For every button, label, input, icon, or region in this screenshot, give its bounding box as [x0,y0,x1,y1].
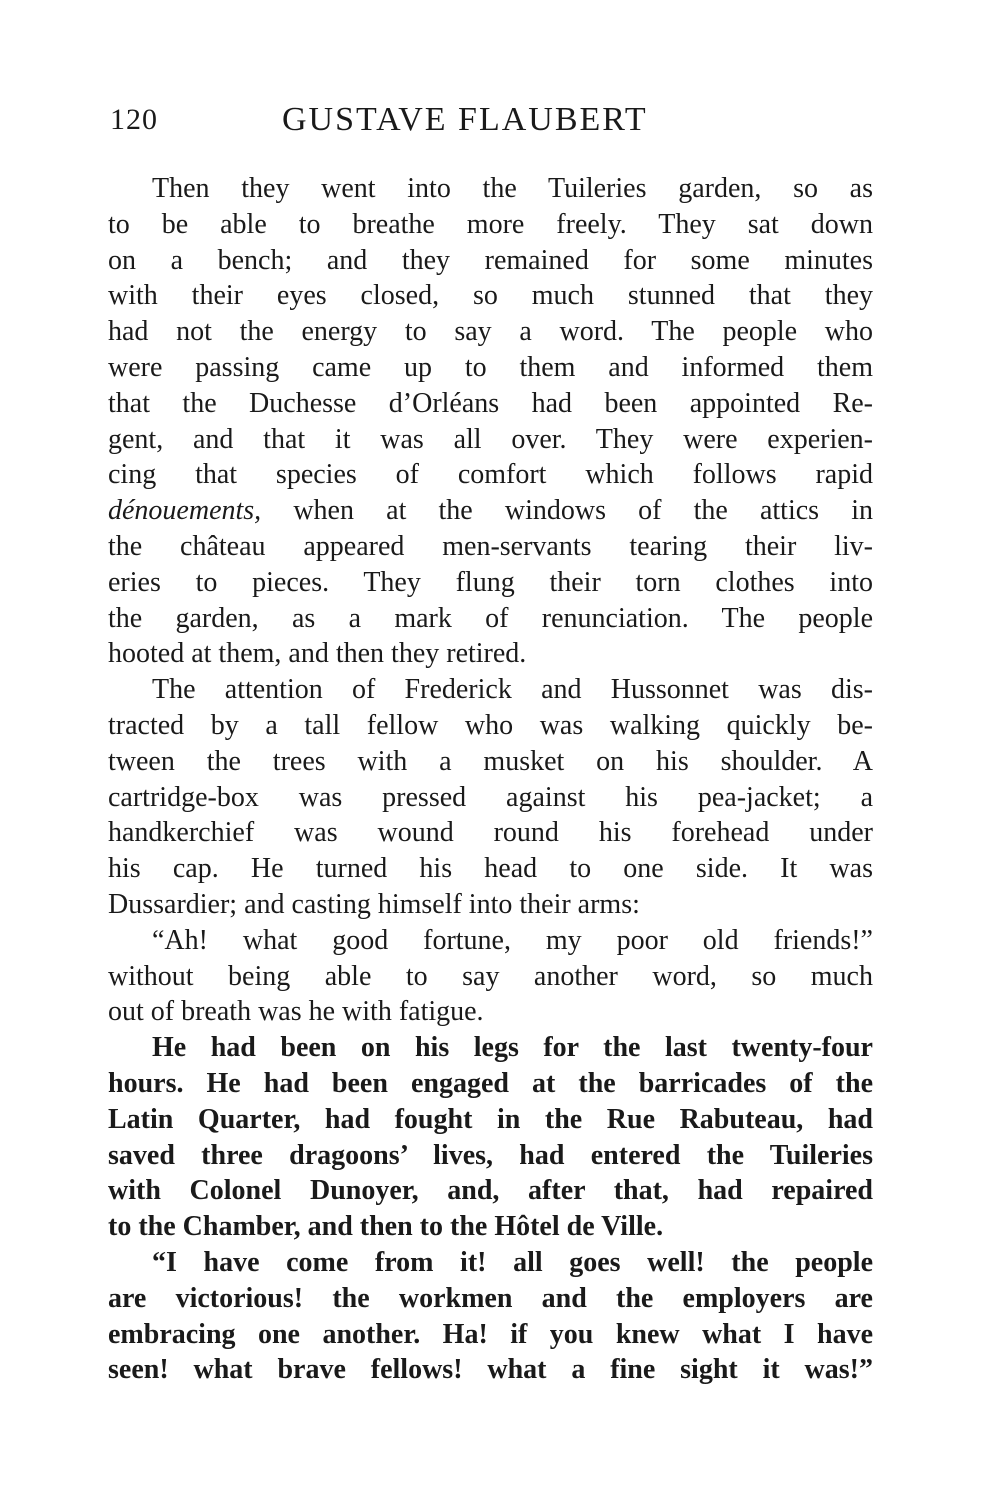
text-line: Latin Quarter, had fought in the Rue Rabuteau, had [108,1103,873,1135]
text-line: his cap. He turned his head to one side. It was [108,853,873,885]
text-line: with their eyes closed, so much stunned that they [108,280,873,312]
text-line: on a bench; and they remained for some minutes [108,244,873,276]
text-line: Dussardier; and casting himself into their arms: [108,888,640,920]
running-head [110,98,870,142]
text-line: were passing came up to them and informed them [108,351,873,383]
text-line: cing that species of comfort which follows rapid [108,459,873,491]
text-line: the garden, as a mark of renunciation. The people [108,602,873,634]
text-line: cartridge-box was pressed against his pea-jacket; a [108,781,873,813]
text-line: seen! what brave fellows! what a fine sight it was!” [108,1354,873,1386]
text-line: gent, and that it was all over. They were experien- [108,423,873,455]
text-line: to the Chamber, and then to the Hôtel de Ville. [108,1211,664,1243]
text-line: the château appeared men-servants tearing their liv- [108,530,873,562]
text-line: eries to pieces. They flung their torn clothes into [108,566,873,598]
body-text [108,171,873,1388]
text-line: tween the trees with a musket on his shoulder. A [108,745,873,777]
italic-word: dénouements, [108,495,262,527]
text-line: hooted at them, and then they retired. [108,638,527,670]
text-line: embracing one another. Ha! if you knew what I have [108,1318,873,1350]
text-line: hours. He had been engaged at the barricades of the [108,1067,873,1099]
text-line-rest: when at the windows of the attics in [261,495,873,527]
text-line: had not the energy to say a word. The people who [108,316,873,348]
text-line: to be able to breathe more freely. They sat down [108,208,873,240]
text-line: saved three dragoons’ lives, had entered the Tuileries [108,1139,873,1171]
text-line: The attention of Frederick and Hussonnet was dis- [152,674,873,706]
text-line: “I have come from it! all goes well! the people [152,1246,873,1278]
text-line: that the Duchesse d’Orléans had been appointed Re- [108,387,873,419]
text-line [108,493,873,529]
text-line: tracted by a tall fellow who was walking quickly be- [108,709,873,741]
text-line: out of breath was he with fatigue. [108,996,484,1028]
text-line: Then they went into the Tuileries garden, so as [152,173,873,204]
page-number: 120 [110,103,158,136]
text-line: He had been on his legs for the last twenty-four [152,1032,873,1064]
text-line: with Colonel Dunoyer, and, after that, had repaired [108,1175,873,1207]
text-line: handkerchief was wound round his forehead under [108,817,873,849]
text-line: “Ah! what good fortune, my poor old friends!” [152,924,873,956]
text-line: without being able to say another word, so much [108,960,873,992]
text-line: are victorious! the workmen and the employers are [108,1282,873,1314]
running-title: GUSTAVE FLAUBERT [282,101,648,138]
